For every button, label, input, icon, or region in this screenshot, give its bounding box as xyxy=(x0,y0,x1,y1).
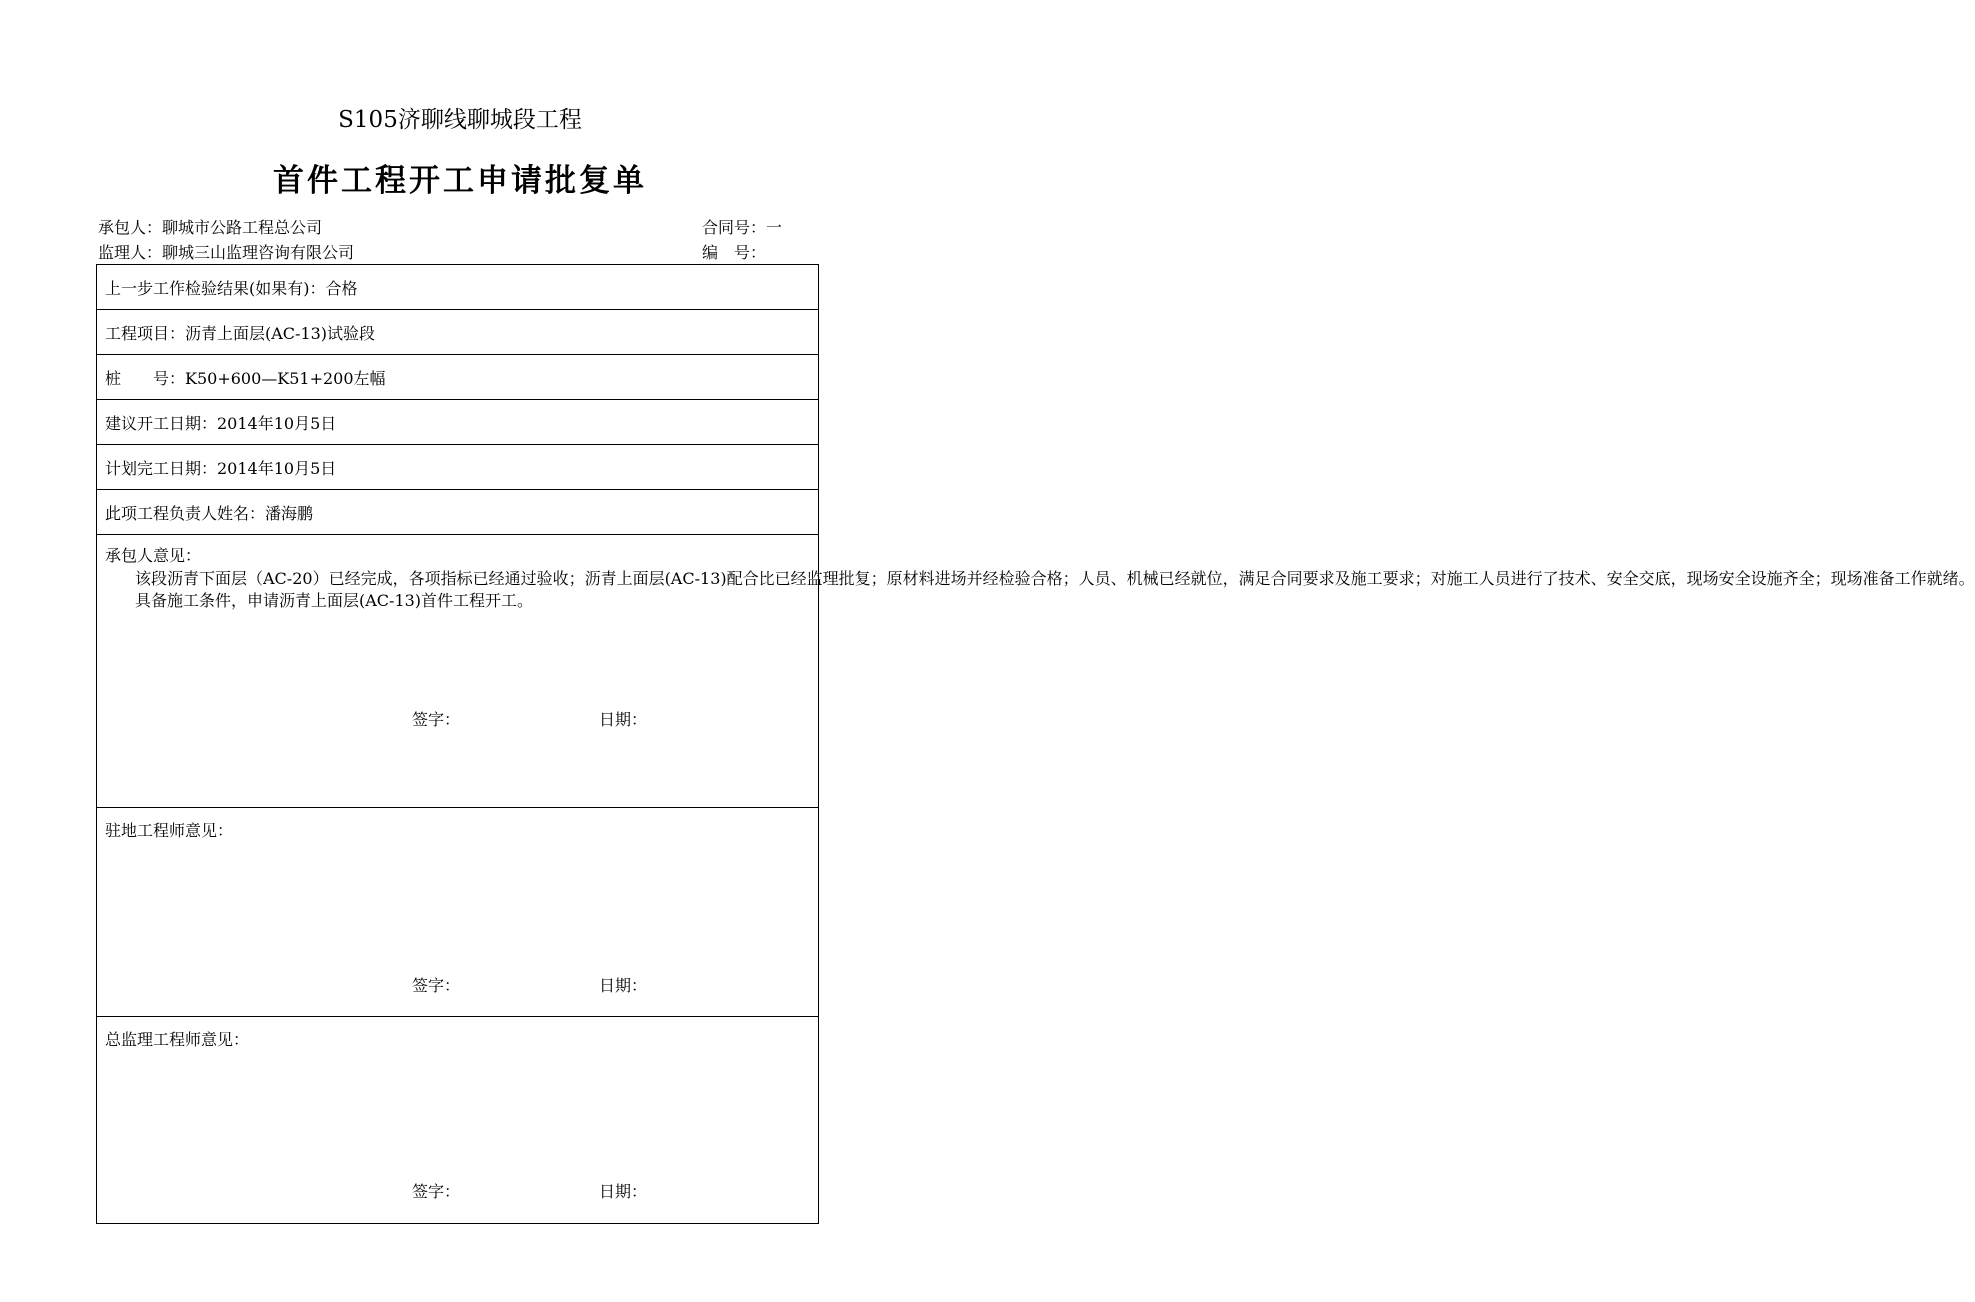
form-row-previous-result xyxy=(97,265,819,310)
resident-engineer-sign-label: 签字： xyxy=(412,976,461,995)
form-row-responsible-person xyxy=(97,490,819,535)
contractor-opinion-paragraph-2: 具备施工条件，申请沥青上面层(AC-13)首件工程开工。 xyxy=(135,591,534,610)
chief-engineer-opinion-heading: 总监理工程师意见： xyxy=(105,1030,250,1049)
chief-engineer-opinion-cell xyxy=(97,1017,819,1224)
form-row-proposed-start xyxy=(97,400,819,445)
document-title: 首件工程开工申请批复单 xyxy=(273,163,647,199)
contractor-opinion-body xyxy=(103,568,1975,612)
form-row-planned-finish xyxy=(97,445,819,490)
application-form-table xyxy=(96,264,1975,1224)
proposed-start-date-field: 建议开工日期：2014年10月5日 xyxy=(97,400,819,445)
form-row-chief-engineer-opinion xyxy=(97,1017,819,1224)
resident-engineer-date-label: 日期： xyxy=(599,976,648,995)
previous-result-field: 上一步工作检验结果(如果有)：合格 xyxy=(97,265,819,310)
form-row-contractor-opinion xyxy=(97,535,819,808)
form-row-project-item xyxy=(97,310,819,355)
planned-finish-date-field: 计划完工日期：2014年10月5日 xyxy=(97,445,819,490)
serial-number-label: 编 号： xyxy=(702,243,767,262)
station-field: 桩 号：K50+600—K51+200左幅 xyxy=(97,355,819,400)
contractor-label: 承包人：聊城市公路工程总公司 xyxy=(98,218,323,237)
responsible-person-field: 此项工程负责人姓名：潘海鹏 xyxy=(97,490,819,535)
contract-number-label: 合同号：一 xyxy=(702,218,783,237)
form-row-station xyxy=(97,355,819,400)
contractor-date-label: 日期： xyxy=(599,710,648,729)
resident-engineer-opinion-cell xyxy=(97,808,819,1017)
resident-engineer-opinion-heading: 驻地工程师意见： xyxy=(105,821,234,840)
supervisor-label: 监理人：聊城三山监理咨询有限公司 xyxy=(98,243,355,262)
contractor-sign-label: 签字： xyxy=(412,710,461,729)
project-item-field: 工程项目：沥青上面层(AC-13)试验段 xyxy=(97,310,819,355)
form-row-resident-engineer-opinion xyxy=(97,808,819,1017)
contractor-opinion-paragraph-1: 该段沥青下面层（AC-20）已经完成，各项指标已经通过验收；沥青上面层(AC-13)配合比已经监理批复；原材料进场并经检验合格；人员、机械已经就位，满足合同要求及施工要求；对施工人员进行了技术、安全交底，现场安全设施齐全；现场准备工作就绪。 xyxy=(135,569,1975,588)
contractor-opinion-heading: 承包人意见： xyxy=(105,546,202,565)
chief-engineer-date-label: 日期： xyxy=(599,1182,648,1201)
chief-engineer-sign-label: 签字： xyxy=(412,1182,461,1201)
project-subtitle: S105济聊线聊城段工程 xyxy=(338,107,582,133)
contractor-opinion-cell xyxy=(97,535,1975,808)
